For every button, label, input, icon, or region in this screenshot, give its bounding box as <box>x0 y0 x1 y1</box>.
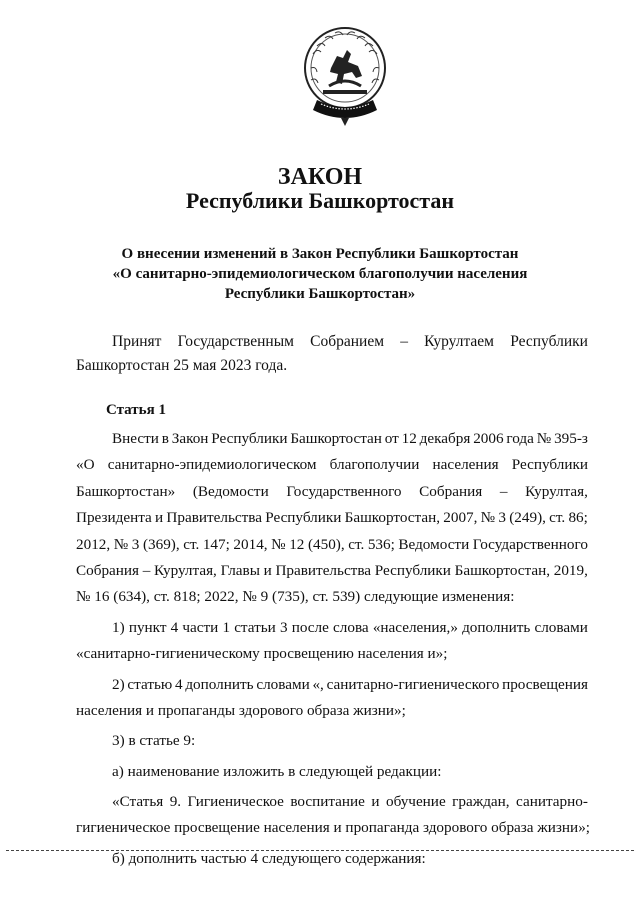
word: Башкортостан, <box>454 561 551 579</box>
word: 9. <box>169 793 182 811</box>
word: Башкортостан <box>290 430 382 447</box>
word: 395-з <box>554 430 588 447</box>
text-line <box>76 672 588 698</box>
word: – <box>400 333 408 350</box>
word: Республики <box>511 456 588 474</box>
word: Башкортостан» <box>76 482 176 500</box>
adoption-line-1 <box>76 330 588 354</box>
word: слова <box>333 618 369 636</box>
word: и <box>155 509 164 527</box>
word: Государственным <box>177 333 294 350</box>
word: Собрания <box>76 561 140 579</box>
text-line <box>76 452 588 478</box>
word: (450), <box>307 535 345 553</box>
word: Внести <box>112 430 159 447</box>
word: 3 <box>279 618 288 636</box>
word: обучение <box>385 793 446 811</box>
word: Республики <box>265 509 342 527</box>
coat-of-arms-icon <box>301 24 389 128</box>
word: 3 <box>131 535 140 553</box>
word: и <box>263 561 272 579</box>
word: после <box>291 618 329 636</box>
word: Государственного <box>286 482 402 500</box>
word: 2019, <box>553 561 588 579</box>
word: 1) <box>112 618 125 636</box>
page-bottom-rule <box>6 850 634 851</box>
word: (369), <box>142 535 180 553</box>
law-title-line: О внесении изменений в Закон Республики Башкортостан <box>121 246 519 262</box>
word: 4 <box>170 618 179 636</box>
word: Республики <box>374 561 451 579</box>
word: Президента <box>76 509 152 527</box>
law-title <box>0 244 640 304</box>
word: (Ведомости <box>192 482 269 500</box>
word: словами <box>534 618 588 636</box>
word: 2) <box>112 675 125 693</box>
word: 3 <box>498 509 506 527</box>
word: воспитание <box>290 793 365 811</box>
word: – <box>142 561 151 579</box>
word: «Статья <box>112 793 164 811</box>
word: санитарно-эпидемиологическом <box>107 456 317 474</box>
text-line <box>76 479 588 505</box>
adoption-line-2: Башкортостан 25 мая 2023 года. <box>76 357 288 374</box>
word: в <box>161 430 169 447</box>
word: 2007, <box>443 509 478 527</box>
word: пункт <box>128 618 167 636</box>
text-line <box>76 426 588 452</box>
word: Собрания <box>419 482 483 500</box>
word: Курултая, <box>154 561 217 579</box>
word: Башкортостан, <box>344 509 441 527</box>
text-line: гигиеническое просвещение населения и пропаганда здорового образа жизни»; <box>76 819 591 837</box>
word: Главы <box>220 561 260 579</box>
word: Республики <box>211 430 288 447</box>
word: санитарно-гигиенического <box>326 675 500 693</box>
word: ст. <box>549 509 566 527</box>
word: (249), <box>509 509 546 527</box>
word: дополнить <box>185 675 254 693</box>
word: населения <box>432 456 499 474</box>
word: «населения,» <box>372 618 458 636</box>
word: № <box>480 509 496 527</box>
word: «, <box>312 675 324 693</box>
article-heading: Статья 1 <box>106 402 166 418</box>
word: 12 <box>289 535 305 553</box>
text-line: населения и пропаганды здорового образа жизни»; <box>76 701 406 719</box>
word: 2014, <box>233 535 268 553</box>
word: Государственного <box>472 535 588 553</box>
word: статьи <box>234 618 276 636</box>
text-line <box>76 558 588 584</box>
text-line: б) дополнить частью 4 следующего содержания: <box>112 849 426 867</box>
word: Республики <box>510 333 588 350</box>
word: 12 <box>401 430 417 447</box>
word: № <box>271 535 286 553</box>
word: Курултая, <box>525 482 588 500</box>
adoption-statement <box>76 330 588 378</box>
word: благополучии <box>329 456 420 474</box>
word: дополнить <box>462 618 531 636</box>
document-jurisdiction-title: Республики Башкортостан <box>185 188 455 213</box>
word: Гигиеническое <box>187 793 284 811</box>
word: от <box>384 430 399 447</box>
word: Ведомости <box>398 535 470 553</box>
word: 1 <box>222 618 231 636</box>
word: 147; <box>202 535 230 553</box>
word: Правительства <box>275 561 372 579</box>
word: ст. <box>348 535 365 553</box>
word: части <box>182 618 219 636</box>
word: Принят <box>112 333 162 350</box>
word: Правительства <box>166 509 262 527</box>
law-title-line: «О санитарно-эпидемиологическом благополучии населения <box>112 266 528 282</box>
word: 2006 <box>473 430 504 447</box>
word: 4 <box>174 675 183 693</box>
text-line <box>76 615 588 641</box>
word: декабря <box>419 430 471 447</box>
word: года <box>506 430 534 447</box>
text-line: № 16 (634), ст. 818; 2022, № 9 (735), ст. 539) следующие изменения: <box>76 588 515 606</box>
word: Закон <box>171 430 209 447</box>
word: просвещения <box>502 675 588 693</box>
word: и <box>371 793 380 811</box>
word: «О <box>76 456 95 474</box>
word: санитарно- <box>516 793 588 811</box>
word: Курултаем <box>424 333 494 350</box>
text-line <box>76 505 588 531</box>
word: статью <box>127 675 173 693</box>
word: Собранием <box>310 333 385 350</box>
text-line: «санитарно-гигиеническому просвещению населения и»; <box>76 645 448 663</box>
text-line: 3) в статье 9: <box>112 732 196 750</box>
word: – <box>499 482 508 500</box>
word: 2012, <box>76 535 111 553</box>
word: № <box>536 430 552 447</box>
law-title-line: Республики Башкортостан» <box>224 286 416 302</box>
article-body <box>76 426 591 872</box>
document-type-title: ЗАКОН <box>277 164 363 190</box>
text-line <box>76 789 588 815</box>
word: 86; <box>568 509 588 527</box>
word: словами <box>256 675 310 693</box>
text-line: а) наименование изложить в следующей редакции: <box>112 762 442 780</box>
text-line <box>76 532 588 558</box>
word: 536; <box>367 535 395 553</box>
word: № <box>113 535 129 553</box>
word: ст. <box>183 535 200 553</box>
word: граждан, <box>452 793 510 811</box>
